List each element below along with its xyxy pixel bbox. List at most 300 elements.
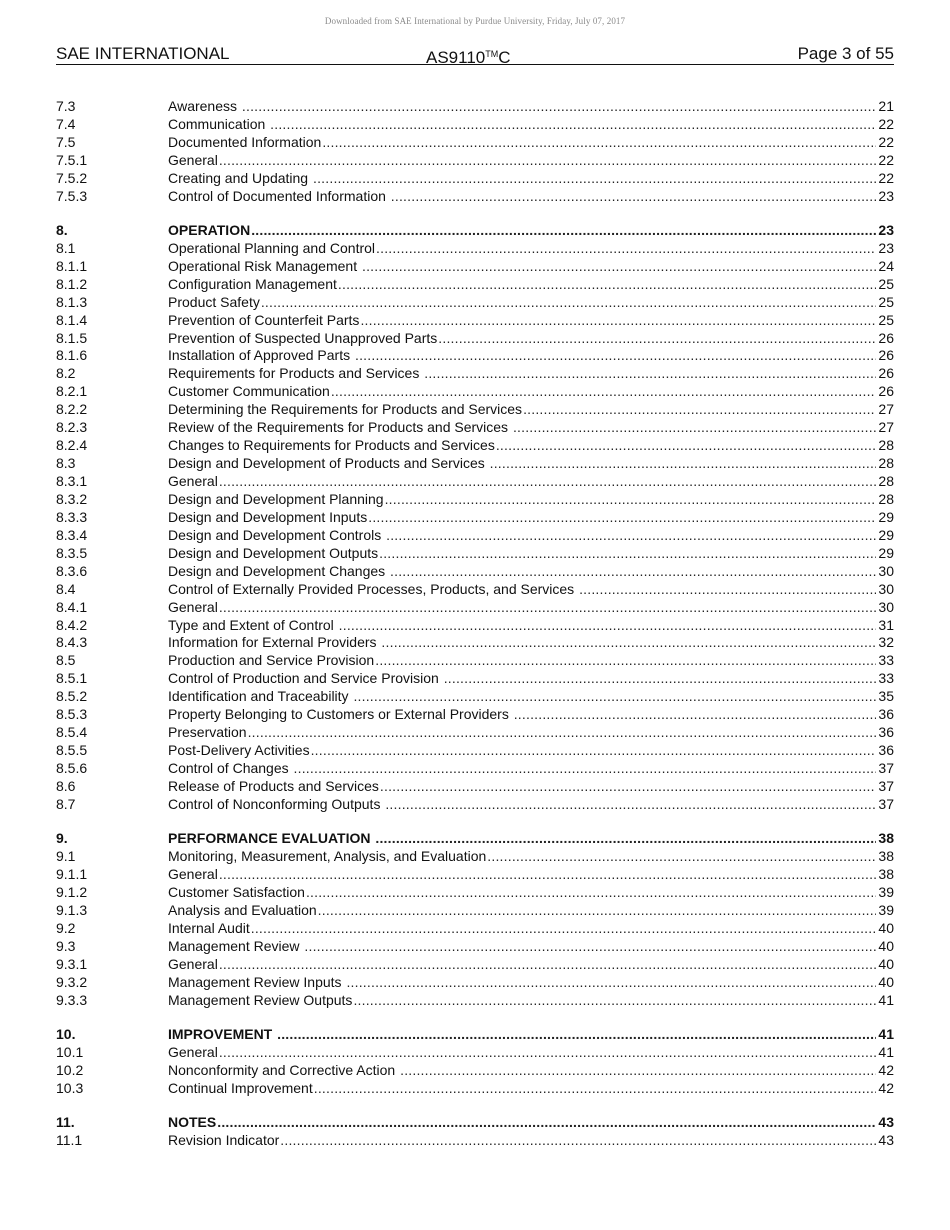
- toc-page-number: 22: [878, 169, 894, 186]
- toc-entry[interactable]: [56, 741, 894, 759]
- toc-section-title: Prevention of Counterfeit Parts: [168, 311, 360, 328]
- toc-entry-line: [168, 239, 894, 257]
- toc-section-title: Customer Satisfaction: [168, 883, 305, 900]
- toc-dot-leader: [270, 115, 876, 133]
- toc-section-number: 7.5.2: [56, 169, 88, 186]
- toc-section-number: 8.7: [56, 795, 76, 812]
- toc-entry[interactable]: [56, 115, 894, 133]
- page-number: Page 3 of 55: [797, 44, 894, 63]
- toc-page-number: 41: [878, 1043, 894, 1060]
- toc-page-number: 36: [878, 742, 894, 759]
- toc-entry[interactable]: [56, 795, 894, 813]
- toc-dot-leader: [385, 795, 876, 813]
- toc-section-number: 7.3: [56, 98, 76, 114]
- toc-section-title: Continual Improvement: [168, 1079, 313, 1096]
- toc-page-number: 40: [878, 973, 894, 990]
- toc-section-title: Awareness: [168, 98, 241, 114]
- toc-dot-leader: [313, 169, 876, 187]
- toc-entry-line: [168, 633, 894, 651]
- toc-section-number: 8.5.5: [56, 742, 88, 759]
- table-of-contents: [56, 97, 894, 1149]
- toc-section-title: Customer Communication: [168, 383, 330, 400]
- toc-page-number: 29: [878, 544, 894, 561]
- toc-page-number: 38: [878, 866, 894, 883]
- toc-dot-leader: [375, 829, 876, 847]
- toc-entry-line: [168, 187, 894, 205]
- toc-section-heading[interactable]: [56, 829, 894, 847]
- toc-section-title: NOTES: [168, 1113, 217, 1130]
- toc-section-title: Communication: [168, 115, 270, 132]
- toc-section-title: General: [168, 866, 218, 883]
- toc-entry[interactable]: [56, 382, 894, 400]
- toc-section-title: Control of Changes: [168, 760, 293, 777]
- toc-page-number: 37: [878, 795, 894, 812]
- toc-page-number: 29: [878, 508, 894, 525]
- toc-section-title: Management Review Inputs: [168, 973, 346, 990]
- toc-entry-line: [168, 151, 894, 169]
- toc-page-number: 32: [878, 634, 894, 651]
- toc-dot-leader: [353, 991, 876, 1009]
- toc-entry[interactable]: [56, 97, 894, 115]
- document-id-suffix: C: [498, 48, 511, 67]
- toc-entry-line: [168, 400, 894, 418]
- toc-entry-line: [168, 723, 894, 741]
- toc-dot-leader: [219, 955, 877, 973]
- toc-entry[interactable]: [56, 490, 894, 508]
- toc-dot-leader: [242, 97, 877, 115]
- toc-section-title: Creating and Updating: [168, 169, 312, 186]
- toc-section-title: Documented Information: [168, 133, 322, 150]
- toc-entry[interactable]: [56, 1079, 894, 1097]
- toc-section-number: 8.3: [56, 455, 76, 472]
- toc-entry-line: [168, 526, 894, 544]
- toc-section-number: 8.1.2: [56, 275, 88, 292]
- toc-section-title: IMPROVEMENT: [168, 1025, 277, 1042]
- toc-entry[interactable]: [56, 151, 894, 169]
- toc-section-title: PERFORMANCE EVALUATION: [168, 830, 375, 847]
- toc-dot-leader: [261, 293, 877, 311]
- toc-page-number: 38: [878, 848, 894, 865]
- toc-section-number: 10.3: [56, 1079, 84, 1096]
- toc-page-number: 29: [878, 526, 894, 543]
- toc-dot-leader: [379, 544, 876, 562]
- toc-section-number: 8.5.4: [56, 724, 88, 741]
- toc-entry[interactable]: [56, 651, 894, 669]
- toc-page-number: 27: [878, 419, 894, 436]
- toc-entry[interactable]: [56, 865, 894, 883]
- toc-dot-leader: [496, 436, 877, 454]
- toc-entry-line: [168, 418, 894, 436]
- toc-dot-leader: [314, 1079, 877, 1097]
- toc-dot-leader: [318, 901, 877, 919]
- toc-section-title: Information for External Providers: [168, 634, 381, 651]
- toc-entry[interactable]: [56, 1131, 894, 1149]
- toc-entry[interactable]: [56, 687, 894, 705]
- toc-section-number: 9.3.2: [56, 973, 88, 990]
- toc-page-number: 26: [878, 329, 894, 346]
- toc-entry-line: [168, 829, 894, 847]
- toc-dot-leader: [385, 490, 877, 508]
- toc-entry[interactable]: [56, 919, 894, 937]
- toc-dot-leader: [219, 598, 877, 616]
- toc-entry[interactable]: [56, 616, 894, 634]
- toc-entry-line: [168, 562, 894, 580]
- toc-entry-line: [168, 973, 894, 991]
- toc-page-number: 28: [878, 473, 894, 490]
- toc-entry[interactable]: [56, 1061, 894, 1079]
- toc-entry-line: [168, 1079, 894, 1097]
- toc-dot-leader: [391, 187, 877, 205]
- toc-entry[interactable]: [56, 991, 894, 1009]
- toc-dot-leader: [579, 580, 876, 598]
- trademark-symbol: TM: [485, 49, 499, 59]
- toc-entry[interactable]: [56, 544, 894, 562]
- toc-section-heading[interactable]: [56, 221, 894, 239]
- toc-section-number: 9.1.3: [56, 901, 88, 918]
- toc-entry-line: [168, 598, 894, 616]
- toc-entry[interactable]: [56, 598, 894, 616]
- toc-entry[interactable]: [56, 329, 894, 347]
- toc-entry-line: [168, 991, 894, 1009]
- toc-section-number: 8.1.4: [56, 311, 88, 328]
- toc-section-title: Control of Externally Provided Processes, Products, and Services: [168, 580, 579, 597]
- toc-page-number: 25: [878, 293, 894, 310]
- toc-section-title: Changes to Requirements for Products and Services: [168, 437, 495, 454]
- toc-page-number: 23: [878, 221, 894, 238]
- toc-entry[interactable]: [56, 472, 894, 490]
- toc-page-number: 26: [878, 365, 894, 382]
- toc-section-title: Management Review Outputs: [168, 991, 353, 1008]
- toc-section-title: Management Review: [168, 937, 304, 954]
- toc-dot-leader: [280, 1131, 876, 1149]
- toc-section-number: 9.1.1: [56, 866, 88, 883]
- toc-entry[interactable]: [56, 436, 894, 454]
- toc-section-number: 8.1: [56, 239, 76, 256]
- toc-section-number: 8.2.4: [56, 437, 88, 454]
- toc-section-number: 9.3.3: [56, 991, 88, 1008]
- toc-section-number: 7.4: [56, 115, 76, 132]
- toc-section-number: 8.4: [56, 580, 76, 597]
- toc-page-number: 37: [878, 777, 894, 794]
- toc-dot-leader: [390, 562, 876, 580]
- toc-section-number: 11.1: [56, 1131, 83, 1148]
- toc-page-number: 39: [878, 883, 894, 900]
- toc-section-title: General: [168, 151, 218, 168]
- toc-section-number: 9.2: [56, 919, 76, 936]
- toc-entry[interactable]: [56, 723, 894, 741]
- toc-entry-line: [168, 329, 894, 347]
- toc-section-number: 8.3.6: [56, 562, 88, 579]
- page-header: [56, 44, 894, 65]
- toc-page-number: 43: [878, 1131, 894, 1148]
- toc-page-number: 23: [878, 239, 894, 256]
- toc-section-number: 9.1: [56, 848, 76, 865]
- toc-entry-line: [168, 544, 894, 562]
- toc-page-number: 36: [878, 724, 894, 741]
- toc-page-number: 23: [878, 187, 894, 204]
- toc-dot-leader: [248, 723, 877, 741]
- toc-section-number: 11.: [56, 1113, 75, 1130]
- toc-section-title: Operational Risk Management: [168, 257, 361, 274]
- toc-page-number: 30: [878, 598, 894, 615]
- toc-section-title: Prevention of Suspected Unapproved Parts: [168, 329, 438, 346]
- toc-section-title: Preservation: [168, 724, 247, 741]
- toc-section-title: Control of Nonconforming Outputs: [168, 795, 385, 812]
- toc-entry-line: [168, 901, 894, 919]
- toc-entry-line: [168, 508, 894, 526]
- toc-page-number: 39: [878, 901, 894, 918]
- toc-entry-line: [168, 97, 894, 115]
- toc-dot-leader: [487, 847, 876, 865]
- toc-entry[interactable]: [56, 526, 894, 544]
- toc-dot-leader: [251, 919, 877, 937]
- toc-entry-line: [168, 293, 894, 311]
- toc-section-title: General: [168, 598, 218, 615]
- toc-entry[interactable]: [56, 364, 894, 382]
- toc-dot-leader: [523, 400, 876, 418]
- toc-dot-leader: [219, 865, 877, 883]
- toc-entry-line: [168, 705, 894, 723]
- toc-page-number: 38: [878, 830, 894, 847]
- toc-entry[interactable]: [56, 580, 894, 598]
- toc-page-number: 43: [878, 1113, 894, 1130]
- toc-section-title: General: [168, 955, 218, 972]
- toc-entry[interactable]: [56, 1043, 894, 1061]
- toc-page-number: 22: [878, 151, 894, 168]
- toc-section-number: 8.1.1: [56, 257, 88, 274]
- toc-entry-line: [168, 669, 894, 687]
- toc-page-number: 27: [878, 401, 894, 418]
- toc-entry[interactable]: [56, 759, 894, 777]
- toc-section-title: Product Safety: [168, 293, 260, 310]
- toc-entry[interactable]: [56, 937, 894, 955]
- toc-entry[interactable]: [56, 705, 894, 723]
- toc-entry[interactable]: [56, 275, 894, 293]
- toc-section-number: 9.3.1: [56, 955, 88, 972]
- toc-section-title: Production and Service Provision: [168, 652, 375, 669]
- toc-dot-leader: [294, 759, 877, 777]
- toc-entry[interactable]: [56, 669, 894, 687]
- toc-entry-line: [168, 687, 894, 705]
- toc-section-title: Review of the Requirements for Products and Services: [168, 419, 512, 436]
- toc-dot-leader: [331, 382, 877, 400]
- toc-entry-line: [168, 1061, 894, 1079]
- toc-entry[interactable]: [56, 257, 894, 275]
- toc-dot-leader: [304, 937, 876, 955]
- toc-dot-leader: [355, 346, 876, 364]
- toc-page-number: 41: [878, 1025, 894, 1042]
- toc-entry[interactable]: [56, 562, 894, 580]
- toc-dot-leader: [490, 454, 877, 472]
- toc-section-title: Revision Indicator: [168, 1131, 280, 1148]
- publisher-name: SAE INTERNATIONAL: [56, 44, 230, 63]
- toc-dot-leader: [306, 883, 876, 901]
- toc-dot-leader: [346, 973, 876, 991]
- toc-section-number: 7.5.3: [56, 187, 88, 204]
- toc-section-title: Determining the Requirements for Products and Services: [168, 401, 523, 418]
- toc-dot-leader: [217, 1113, 876, 1131]
- toc-entry[interactable]: [56, 418, 894, 436]
- toc-entry[interactable]: [56, 311, 894, 329]
- toc-dot-leader: [400, 1061, 876, 1079]
- toc-section-number: 10.1: [56, 1043, 84, 1060]
- toc-entry-line: [168, 169, 894, 187]
- toc-entry-line: [168, 883, 894, 901]
- toc-page-number: 33: [878, 652, 894, 669]
- toc-page-number: 22: [878, 133, 894, 150]
- toc-page-number: 22: [878, 115, 894, 132]
- toc-entry-line: [168, 865, 894, 883]
- toc-entry-line: [168, 490, 894, 508]
- toc-section-number: 9.3: [56, 937, 76, 954]
- toc-section-number: 8.1.3: [56, 293, 88, 310]
- toc-section-heading[interactable]: [56, 1025, 894, 1043]
- toc-entry-line: [168, 133, 894, 151]
- toc-section-title: Design and Development Planning: [168, 490, 384, 507]
- toc-section-number: 7.5.1: [56, 151, 88, 168]
- toc-page-number: 30: [878, 562, 894, 579]
- toc-entry-line: [168, 454, 894, 472]
- toc-entry-line: [168, 616, 894, 634]
- toc-page-number: 37: [878, 760, 894, 777]
- toc-entry[interactable]: [56, 187, 894, 205]
- toc-section-number: 8.3.1: [56, 473, 88, 490]
- toc-section-number: 8.2.3: [56, 419, 88, 436]
- toc-dot-leader: [368, 508, 876, 526]
- toc-entry-line: [168, 759, 894, 777]
- toc-entry[interactable]: [56, 633, 894, 651]
- toc-entry-line: [168, 1113, 894, 1131]
- toc-section-number: 8.1.5: [56, 329, 88, 346]
- toc-section-number: 8.2.1: [56, 383, 88, 400]
- toc-page-number: 21: [878, 98, 894, 114]
- toc-section-number: 8.1.6: [56, 347, 88, 364]
- toc-entry[interactable]: [56, 346, 894, 364]
- toc-dot-leader: [513, 418, 876, 436]
- toc-section-title: Identification and Traceability: [168, 688, 353, 705]
- toc-section-title: Control of Production and Service Provision: [168, 670, 443, 687]
- toc-section-number: 8.3.5: [56, 544, 88, 561]
- toc-entry-line: [168, 937, 894, 955]
- toc-entry[interactable]: [56, 901, 894, 919]
- toc-section-number: 8.3.4: [56, 526, 88, 543]
- toc-entry[interactable]: [56, 973, 894, 991]
- toc-entry-line: [168, 1025, 894, 1043]
- toc-section-title: Requirements for Products and Services: [168, 365, 424, 382]
- toc-dot-leader: [360, 311, 876, 329]
- toc-entry-line: [168, 115, 894, 133]
- toc-entry-line: [168, 472, 894, 490]
- toc-section-title: Type and Extent of Control: [168, 616, 338, 633]
- toc-entry-line: [168, 221, 894, 239]
- toc-entry[interactable]: [56, 777, 894, 795]
- toc-entry-line: [168, 275, 894, 293]
- toc-page-number: 40: [878, 937, 894, 954]
- toc-entry-line: [168, 741, 894, 759]
- toc-entry-line: [168, 364, 894, 382]
- toc-section-title: General: [168, 1043, 218, 1060]
- toc-page-number: 40: [878, 955, 894, 972]
- toc-page-number: 33: [878, 670, 894, 687]
- toc-section-title: Installation of Approved Parts: [168, 347, 354, 364]
- toc-dot-leader: [375, 651, 876, 669]
- toc-dot-leader: [311, 741, 877, 759]
- toc-page-number: 28: [878, 455, 894, 472]
- toc-page-number: 26: [878, 347, 894, 364]
- toc-dot-leader: [514, 705, 877, 723]
- toc-dot-leader: [219, 151, 877, 169]
- toc-dot-leader: [219, 1043, 877, 1061]
- toc-entry[interactable]: [56, 508, 894, 526]
- toc-section-heading[interactable]: [56, 1113, 894, 1131]
- toc-dot-leader: [380, 777, 877, 795]
- toc-page-number: 24: [878, 257, 894, 274]
- toc-entry[interactable]: [56, 883, 894, 901]
- toc-section-number: 10.: [56, 1025, 76, 1042]
- toc-page-number: 42: [878, 1079, 894, 1096]
- toc-entry-line: [168, 847, 894, 865]
- toc-dot-leader: [424, 364, 876, 382]
- document-id-prefix: AS9110: [426, 48, 486, 67]
- toc-entry[interactable]: [56, 293, 894, 311]
- toc-section-title: Configuration Management: [168, 275, 337, 292]
- toc-section-title: Property Belonging to Customers or External Providers: [168, 706, 513, 723]
- toc-page-number: 36: [878, 706, 894, 723]
- toc-dot-leader: [339, 616, 877, 634]
- toc-dot-leader: [362, 257, 876, 275]
- toc-section-title: Design and Development Controls: [168, 526, 386, 543]
- toc-section-number: 10.2: [56, 1061, 84, 1078]
- toc-section-title: Post-Delivery Activities: [168, 742, 310, 759]
- toc-entry-line: [168, 919, 894, 937]
- toc-entry[interactable]: [56, 955, 894, 973]
- toc-section-number: 8.5.3: [56, 706, 88, 723]
- toc-section-title: Design and Development Changes: [168, 562, 390, 579]
- toc-page-number: 31: [878, 616, 894, 633]
- toc-entry-line: [168, 580, 894, 598]
- toc-entry[interactable]: [56, 847, 894, 865]
- toc-section-number: 8.4.1: [56, 598, 88, 615]
- toc-section-number: 8.: [56, 221, 68, 238]
- toc-section-number: 9.: [56, 830, 68, 847]
- toc-dot-leader: [353, 687, 876, 705]
- toc-dot-leader: [381, 633, 876, 651]
- document-id: [426, 44, 511, 68]
- toc-entry[interactable]: [56, 239, 894, 257]
- toc-dot-leader: [277, 1025, 876, 1043]
- toc-dot-leader: [386, 526, 876, 544]
- toc-entry[interactable]: [56, 169, 894, 187]
- toc-section-title: Monitoring, Measurement, Analysis, and Evaluation: [168, 848, 487, 865]
- toc-section-title: General: [168, 473, 218, 490]
- toc-entry[interactable]: [56, 454, 894, 472]
- toc-section-title: Internal Audit: [168, 919, 250, 936]
- toc-section-number: 9.1.2: [56, 883, 88, 900]
- toc-entry-line: [168, 795, 894, 813]
- toc-section-number: 8.5.1: [56, 670, 88, 687]
- toc-section-number: 8.2.2: [56, 401, 88, 418]
- toc-entry[interactable]: [56, 133, 894, 151]
- toc-section-title: Analysis and Evaluation: [168, 901, 317, 918]
- toc-entry-line: [168, 311, 894, 329]
- toc-section-title: Operational Planning and Control: [168, 239, 376, 256]
- toc-entry-line: [168, 651, 894, 669]
- toc-dot-leader: [376, 239, 876, 257]
- toc-page-number: 42: [878, 1061, 894, 1078]
- toc-section-number: 8.3.3: [56, 508, 88, 525]
- toc-page-number: 25: [878, 275, 894, 292]
- toc-entry[interactable]: [56, 400, 894, 418]
